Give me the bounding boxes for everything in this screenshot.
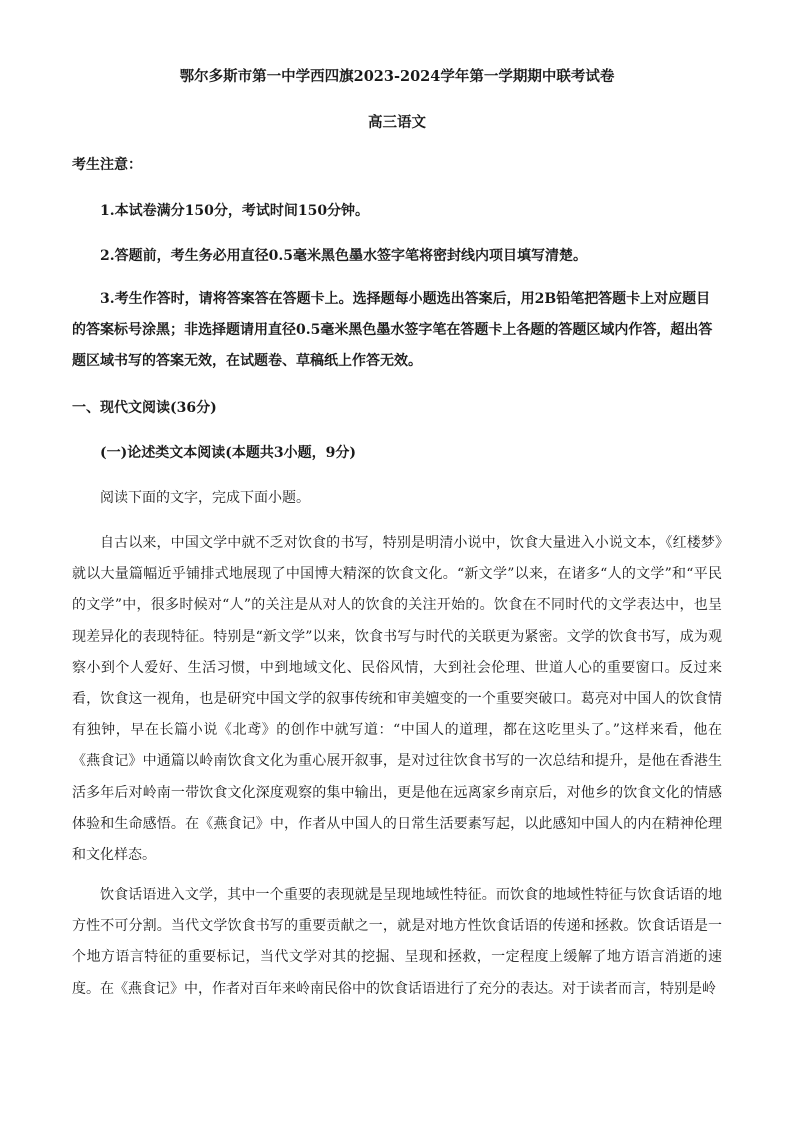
exam-title: 鄂尔多斯市第一中学西四旗2023-2024学年第一学期期中联考试卷 bbox=[179, 68, 615, 85]
passage-paragraph-1: 自古以来，中国文学中就不乏对饮食的书写，特别是明清小说中，饮食大量进入小说文本，《红楼梦》就以大量篇幅近乎铺排式地展现了中国博大精深的饮食文化。“新文学”以来，在诸多“人的文学”和“平民的文学”中，很多时候对“人”的关注是从对人的饮食的关注开始的。饮食在不同时代的文学表达中，也呈现差异化的表现特征。特别是“新文学”以来，饮食书写与时代的关联更为紧密。文学的饮食书写，成为观察小到个人爱好、生活习惯，中到地域文化、民俗风情，大到社会伦理、世道人心的重要窗口。反过来看，饮食这一视角，也是研究中国文学的叙事传统和审美嬗变的一个重要突破口。葛亮对中国人的饮食情有独钟，早在长篇小说《北鸢》的创作中就写道：“中国人的道理，都在这吃里头了。”这样来看，他在《燕食记》中通篇以岭南饮食文化为重心展开叙事，是对过往饮食书写的一次总结和提升，是他在香港生活多年后对岭南一带饮食文化深度观察的集中输出，更是他在远离家乡南京后，对他乡的饮食文化的情感体验和生命感悟。在《燕食记》中，作者从中国人的日常生活要素写起，以此感知中国人的内在精神伦理和文化样态。 bbox=[72, 535, 722, 864]
exam-subject: 高三语文 bbox=[368, 114, 426, 131]
passage-paragraph-2: 饮食话语进入文学，其中一个重要的表现就是呈现地域性特征。而饮食的地域性特征与饮食话语的地方性不可分割。当代文学饮食书写的重要贡献之一，就是对地方性饮食话语的传递和拯救。饮食话语是一个地方语言特征的重要标记，当代文学对其的挖掘、呈现和拯救，一定程度上缓解了地方语言消逝的速度。在《燕食记》中，作者对百年来岭南民俗中的饮食话语进行了充分的表达。对于读者而言，特别是岭 bbox=[72, 887, 722, 997]
subsection-title: (一)论述类文本阅读(本题共3小题，9分) bbox=[100, 445, 356, 461]
notice-item-2: 2.答题前，考生务必用直径0.5毫米黑色墨水签字笔将密封线内项目填写清楚。 bbox=[100, 248, 587, 264]
notice-item-1: 1.本试卷满分150分，考试时间150分钟。 bbox=[100, 203, 370, 219]
reading-instruction: 阅读下面的文字，完成下面小题。 bbox=[100, 490, 310, 506]
section-title: 一、现代文阅读(36分) bbox=[72, 400, 217, 416]
notice-item-3: 3.考生作答时，请将答案答在答题卡上。选择题每小题选出答案后，用2B铅笔把答题卡上对应题目的答案标号涂黑；非选择题请用直径0.5毫米黑色墨水签字笔在答题卡上各题的答题区域内作答，超出答题区域书写的答案无效，在试题卷、草稿纸上作答无效。 bbox=[72, 291, 713, 369]
notice-heading: 考生注意： bbox=[72, 157, 142, 173]
